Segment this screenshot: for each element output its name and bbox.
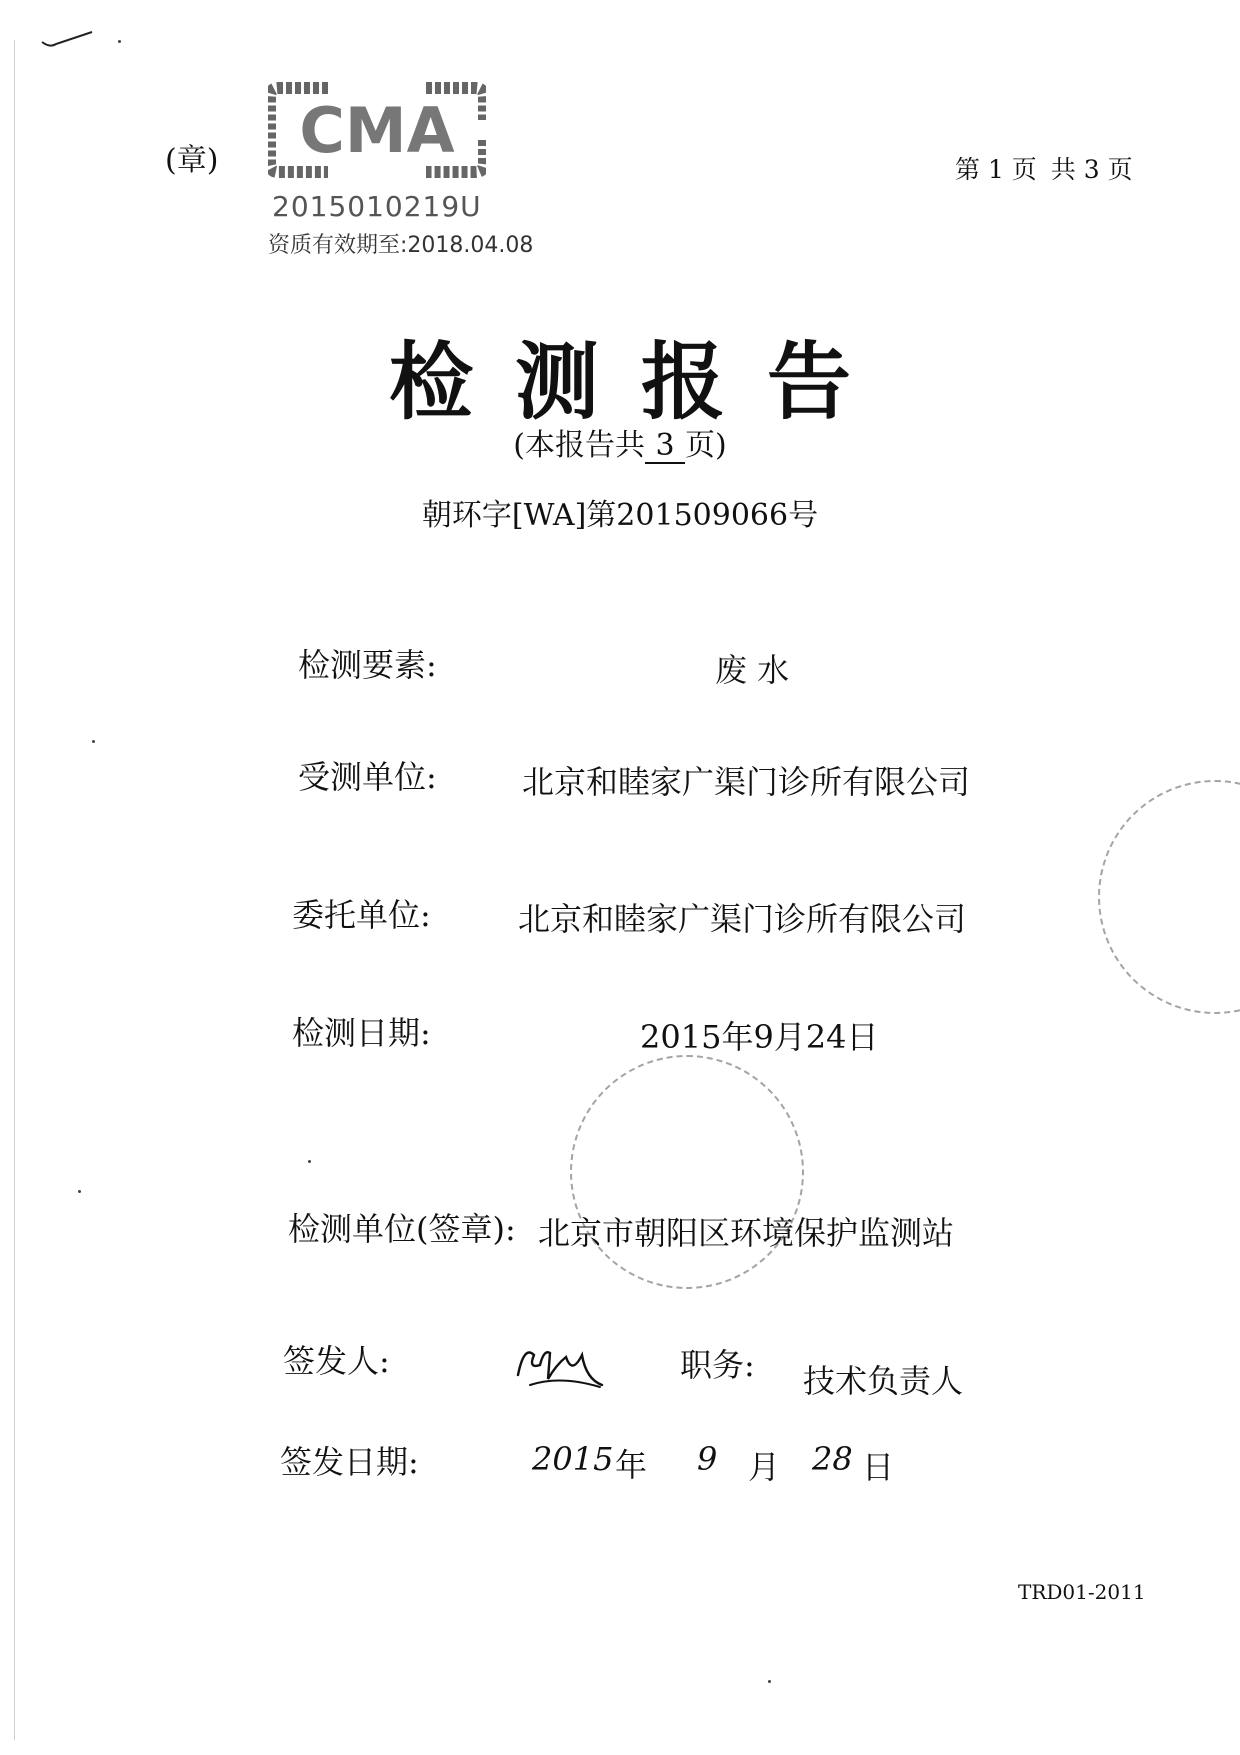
scan-speck (768, 1680, 771, 1683)
report-number: 朝环字[WA]第201509066号 (421, 498, 819, 533)
scan-edge-line (14, 40, 15, 1740)
cma-logo-text: CMA (299, 94, 455, 167)
page-count-suffix: 页) (685, 428, 727, 463)
issue-date-month-unit: 月 (748, 1448, 781, 1486)
client-unit-value: 北京和睦家广渠门诊所有限公司 (518, 900, 967, 938)
form-code: TRD01-2011 (1018, 1580, 1146, 1604)
issue-date-year: 2015 (532, 1440, 614, 1478)
stamp-label: (章) (165, 143, 219, 178)
page-info (955, 150, 1139, 186)
issuer-label: 签发人: (283, 1342, 390, 1380)
scan-speck (92, 740, 95, 743)
client-unit-label: 委托单位: (292, 896, 431, 934)
handwritten-tick-icon (40, 28, 100, 50)
test-date-label: 检测日期: (292, 1014, 431, 1052)
issue-date-year-unit: 年 (615, 1446, 648, 1484)
testing-unit-value: 北京市朝阳区环境保护监测站 (538, 1214, 955, 1252)
scan-speck (118, 40, 121, 43)
report-title: 检测报告 (388, 333, 893, 431)
issue-date-label: 签发日期: (280, 1443, 419, 1481)
issue-date-day: 28 (812, 1440, 853, 1478)
testing-unit-label: 检测单位(签章): (288, 1210, 516, 1248)
cma-cert-number: 2015010219U (272, 190, 482, 223)
element-label: 检测要素: (298, 646, 437, 684)
page-total: 共 3 页 (1050, 155, 1133, 184)
page-count-prefix: (本报告共 (513, 428, 645, 463)
element-value: 废 水 (715, 651, 790, 689)
page-current: 第 1 页 (955, 155, 1037, 184)
page-count-number: 3 (645, 429, 685, 464)
issue-date-month: 9 (697, 1440, 718, 1478)
scan-speck (78, 1190, 81, 1193)
test-date-value: 2015年9月24日 (640, 1018, 879, 1056)
tested-unit-value: 北京和睦家广渠门诊所有限公司 (522, 763, 971, 801)
tested-unit-label: 受测单位: (298, 758, 437, 796)
position-label: 职务: (680, 1346, 755, 1384)
cma-validity: 资质有效期至:2018.04.08 (268, 233, 534, 258)
issuer-signature (510, 1335, 610, 1395)
official-seal-partial (1098, 780, 1240, 1014)
scan-speck (308, 1160, 311, 1163)
page-count (0, 420, 1240, 464)
cma-logo (268, 80, 486, 180)
position-value: 技术负责人 (803, 1362, 964, 1400)
issue-date-day-unit: 日 (862, 1448, 895, 1486)
